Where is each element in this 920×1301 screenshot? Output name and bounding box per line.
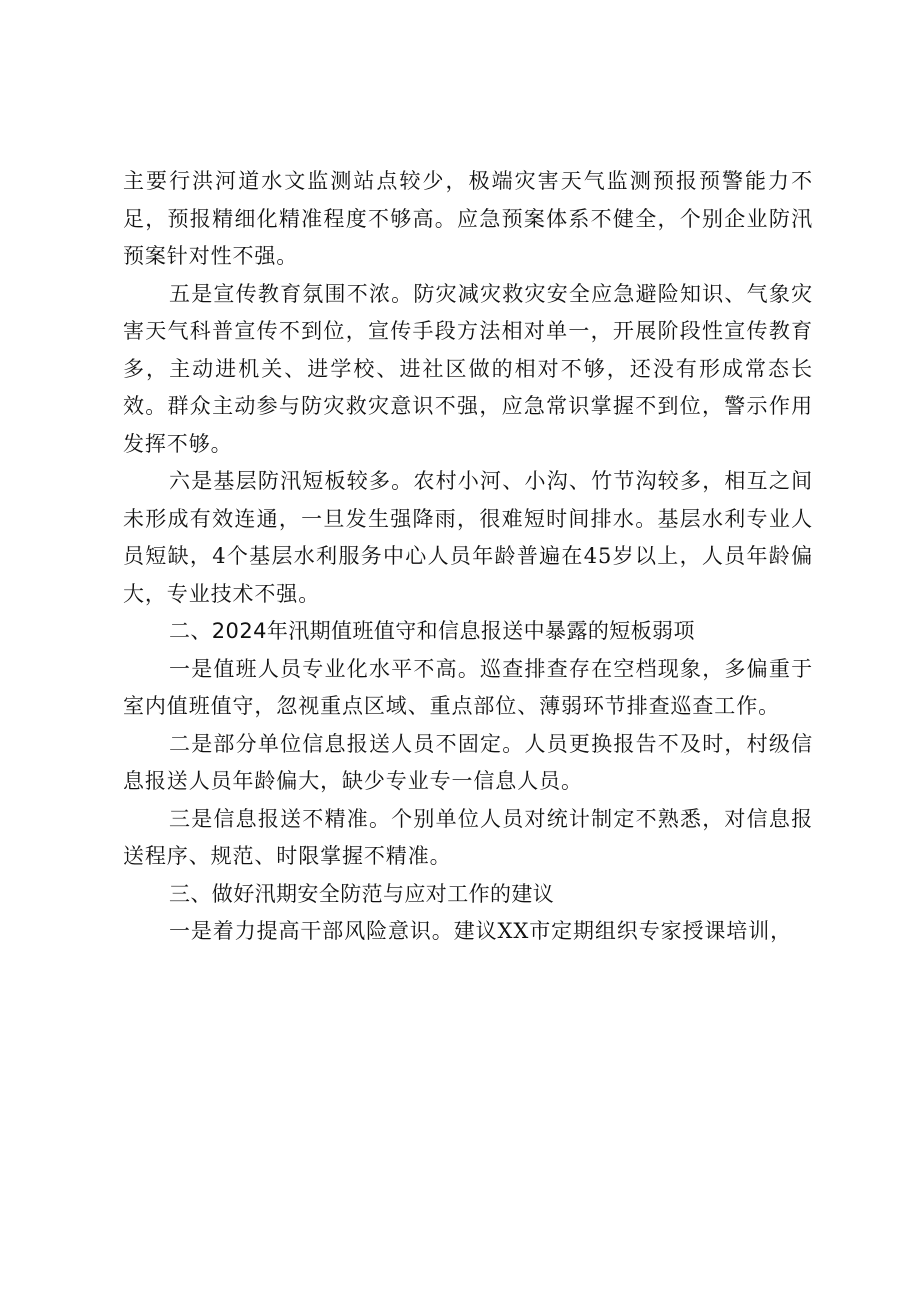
paragraph-reporting-accuracy: 三是信息报送不精准。个别单位人员对统计制定不熟悉，对信息报送程序、规范、时限掌握不精准。 [123,806,813,868]
paragraph-risk-awareness: 一是着力提高干部风险意识。建议XX市定期组织专家授课培训， [169,919,792,943]
paragraph-duty-staff: 一是值班人员专业化水平不高。巡查排查存在空档现象，多偏重于室内值班值守，忽视重点区域、重点部位、薄弱环节排查巡查工作。 [123,656,813,718]
document-body [123,163,813,951]
paragraph-continuation: 主要行洪河道水文监测站点较少，极端灾害天气监测预报预警能力不足，预报精细化精准程度不够高。应急预案体系不健全，个别企业防汛预案针对性不强。 [123,169,813,268]
paragraph-publicity-education: 五是宣传教育氛围不浓。防灾减灾救灾安全应急避险知识、气象灾害天气科普宣传不到位，宣传手段方法相对单一，开展阶段性宣传教育多，主动进机关、进学校、进社区做的相对不够，还没有形成常态长效。群众主动参与防灾救灾意识不强，应急常识掌握不到位，警示作用发挥不够。 [123,281,813,456]
section-heading-3: 三、做好汛期安全防范与应对工作的建议 [169,881,555,906]
paragraph-reporting-staff: 二是部分单位信息报送人员不固定。人员更换报告不及时，村级信息报送人员年龄偏大，缺少专业专一信息人员。 [123,731,813,793]
paragraph-grassroots-flood-control: 六是基层防汛短板较多。农村小河、小沟、竹节沟较多，相互之间未形成有效连通，一旦发生强降雨，很难短时间排水。基层水利专业人员短缺，4个基层水利服务中心人员年龄普遍在45岁以上，人员年龄偏大，专业技术不强。 [123,469,813,606]
section-heading-2: 二、2024年汛期值班值守和信息报送中暴露的短板弱项 [169,619,695,643]
